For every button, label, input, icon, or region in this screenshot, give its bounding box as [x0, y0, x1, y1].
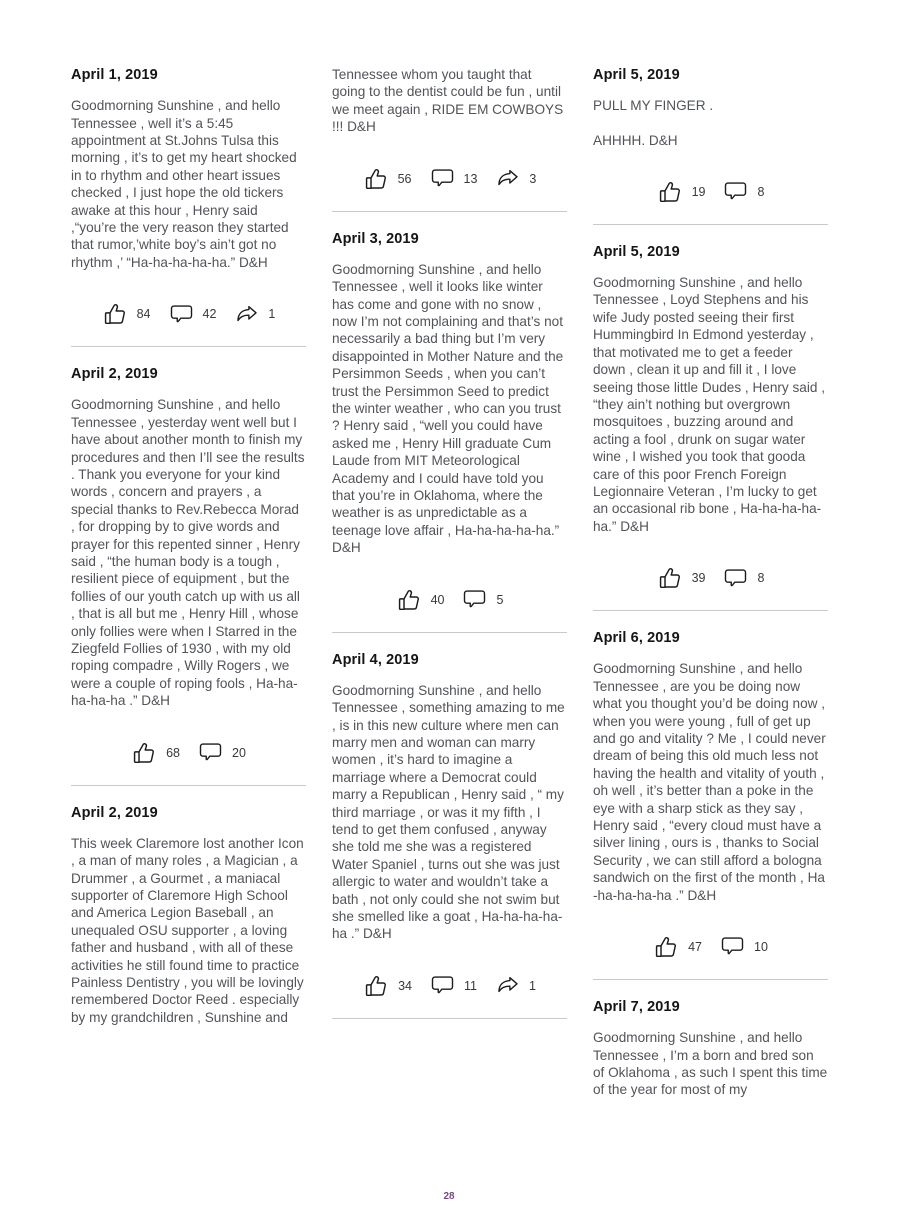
- share-count: 3: [529, 171, 537, 186]
- post-divider: [593, 610, 828, 611]
- comment-group: [720, 935, 768, 958]
- comment-bubble-icon: [430, 167, 455, 190]
- reactions-row: [332, 587, 567, 613]
- like-count: 40: [430, 592, 445, 607]
- comment-group: [169, 303, 217, 326]
- thumbs-up-icon: [363, 166, 389, 192]
- like-count: 68: [166, 745, 180, 760]
- comment-bubble-icon: [198, 741, 223, 764]
- post-body: [593, 274, 828, 535]
- post-date: April 7, 2019: [593, 998, 680, 1015]
- comment-count: 5: [496, 592, 504, 607]
- post-body: [332, 261, 567, 557]
- post-body: [332, 682, 567, 943]
- post-paragraph: This week Claremore lost another Icon , a man of many roles , a Magician , a Drummer , a Gourmet , a maniacal supporter of Claremore High School and America Legion Baseball , an unequaled OSU supporter , a loving father and husband , with all of these activities he still found time to practice Painless Dentistry , you will be lovingly remembered Doctor Reed . especially by my grandchildren , Sunshine and: [71, 835, 304, 1025]
- post-divider: [593, 979, 828, 980]
- post-continuation: [332, 66, 567, 212]
- thumbs-up-icon: [131, 740, 157, 766]
- post-paragraph: Tennessee whom you taught that going to the dentist could be fun , until we meet again , RIDE EM COWBOYS !!! D&H: [332, 67, 564, 135]
- like-group: [657, 179, 706, 205]
- like-group: [363, 166, 412, 192]
- like-group: [102, 301, 151, 327]
- reactions-row: [593, 179, 828, 205]
- reactions-row: [71, 740, 306, 766]
- comment-group: [198, 741, 246, 764]
- share-count: 1: [268, 307, 276, 322]
- column-3: [593, 66, 828, 1099]
- post-date: April 2, 2019: [71, 366, 158, 383]
- like-group: [396, 587, 445, 613]
- post-april-4: [332, 651, 567, 1019]
- post-body: [593, 97, 828, 149]
- reactions-row: [332, 166, 567, 192]
- comment-count: 20: [232, 745, 246, 760]
- post-date: April 4, 2019: [332, 651, 419, 668]
- share-group: [495, 974, 536, 997]
- post-divider: [71, 346, 306, 347]
- share-arrow-icon: [495, 974, 520, 997]
- post-paragraph: Goodmorning Sunshine , and hello Tennessee , I’m a born and bred son of Oklahoma , as such I spent this time of the year for most of my: [593, 1030, 828, 1098]
- comment-bubble-icon: [723, 567, 748, 590]
- post-april-6: [593, 629, 828, 980]
- reactions-row: [593, 934, 828, 960]
- like-group: [657, 565, 706, 591]
- thumbs-up-icon: [102, 301, 128, 327]
- post-april-2b: [71, 804, 306, 1027]
- page-number: 28: [443, 1191, 455, 1202]
- post-body: [71, 835, 306, 1026]
- comment-count: 42: [202, 307, 217, 322]
- post-paragraph: Goodmorning Sunshine , and hello Tennessee , yesterday went well but I have about another month to finish my procedures and then I’ll see the results . Thank you everyone for your kind words , concern and prayers , a special thanks to Rev.Rebecca Morad , for dropping by to give words and prayer for this repented sinner , Henry said , “the human body is a tough , resilient piece of equipment , but the follies of our youth catch up with us all , that is all but me , Henry Hill , whose only follies were when I Starred in the Ziegfeld Follies of 1930 , with my old roping compadre , Willy Rogers , we were a couple of roping fools , Ha-ha-ha-ha-ha .” D&H: [71, 397, 305, 709]
- post-april-5a: [593, 66, 828, 225]
- comment-bubble-icon: [723, 180, 748, 203]
- post-paragraph: Goodmorning Sunshine , and hello Tennessee , Loyd Stephens and his wife Judy posted seeing their first Hummingbird In Edmond yesterday , that motivated me to get a feeder down , clean it up and fill it , I love seeing those little Dudes , Henry said , “they ain’t nothing but overgrown mosquitoes , buzzing around and acting a fool , drunk on sugar water wine , I wished you took that gooda care of this poor French Foreign Legionnaire Veteran , I’m lucky to get an occasional rib bone , Ha-ha-ha-ha-ha.” D&H: [593, 275, 825, 534]
- post-body: [332, 66, 567, 136]
- post-body: [71, 97, 306, 271]
- post-april-2a: [71, 365, 306, 785]
- like-group: [363, 973, 412, 999]
- post-body: [593, 660, 828, 904]
- like-count: 56: [397, 171, 412, 186]
- share-group: [234, 303, 275, 326]
- comment-group: [723, 567, 764, 590]
- like-count: 34: [398, 978, 412, 993]
- thumbs-up-icon: [657, 179, 683, 205]
- post-paragraph: Goodmorning Sunshine , and hello Tennessee , something amazing to me , is in this new culture where men can marry men and woman can marry women , it’s hard to imagine a marriage where a Democrat could marry a Republican , Henry said , “ my third marriage , or was it my fifth , I tend to get them confused , anyway she told me she was a registered Water Spaniel , turns out she was just allergic to water and wouldn’t take a bath , not only could she not swim but she smelled like a goat , Ha-ha-ha-ha-ha .” D&H: [332, 682, 565, 942]
- like-group: [131, 740, 180, 766]
- thumbs-up-icon: [396, 587, 422, 613]
- post-april-5b: [593, 243, 828, 611]
- comment-group: [462, 588, 503, 611]
- reactions-row: [332, 973, 567, 999]
- post-paragraph: Goodmorning Sunshine , and hello Tennessee , are you be doing now what you thought you’d be doing now , when you were young , full of get up and go and vitality ? Me , I could never dream of being this old much less not having the health and vitality of youth , oh well , it’s better than a poke in the eye with a sharp stick as they say , Henry said , “every cloud must have a silver lining , ours is , thanks to Social Security , we can still afford a bologna sandwich on the first of the month , Ha -ha-ha-ha-ha .” D&H: [593, 661, 826, 903]
- share-arrow-icon: [234, 303, 259, 326]
- like-count: 39: [691, 571, 706, 586]
- share-group: [495, 167, 536, 190]
- column-1: [71, 66, 306, 1099]
- post-body: [71, 396, 306, 709]
- comment-count: 8: [757, 184, 765, 199]
- post-paragraph: Goodmorning Sunshine , and hello Tennessee , well it looks like winter has come and gone with no snow , now I’m not complaining and that’s not necessarily a bad thing but I’m very disappointed in Mother Nature and the Persimmon Seeds , when you can’t trust the Persimmon Seed to predict the winter weather , who can you trust ? Henry said , “well you could have asked me , Henry Hill graduate Cum Laude from MIT Meteorological Academy and I could have told you that you’re in Oklahoma, where the weather is as unpredictable as a teenage love affair , Ha-ha-ha-ha-ha.” D&H: [332, 261, 564, 556]
- thumbs-up-icon: [363, 973, 389, 999]
- comment-count: 13: [463, 171, 478, 186]
- comment-bubble-icon: [462, 588, 487, 611]
- post-date: April 3, 2019: [332, 230, 419, 247]
- comment-bubble-icon: [720, 935, 745, 958]
- comment-bubble-icon: [169, 303, 194, 326]
- post-date: April 6, 2019: [593, 630, 680, 647]
- post-date: April 5, 2019: [593, 243, 680, 260]
- column-2: [332, 66, 567, 1099]
- thumbs-up-icon: [653, 934, 679, 960]
- share-count: 1: [528, 978, 536, 993]
- post-divider: [332, 211, 567, 212]
- comment-count: 10: [754, 939, 768, 954]
- post-divider: [593, 224, 828, 225]
- comment-group: [723, 180, 764, 203]
- post-april-3: [332, 230, 567, 633]
- post-date: April 5, 2019: [593, 67, 680, 83]
- share-arrow-icon: [495, 167, 520, 190]
- post-april-1: [71, 66, 306, 347]
- post-body: [593, 1029, 828, 1099]
- comment-bubble-icon: [430, 974, 455, 997]
- post-paragraph: AHHHH. D&H: [593, 132, 678, 148]
- like-group: [653, 934, 702, 960]
- like-count: 84: [136, 307, 151, 322]
- post-paragraph: PULL MY FINGER .: [593, 98, 714, 114]
- comment-group: [430, 974, 477, 997]
- like-count: 19: [691, 184, 706, 199]
- comment-count: 8: [757, 571, 765, 586]
- post-date: April 1, 2019: [71, 67, 158, 83]
- post-divider: [332, 632, 567, 633]
- post-paragraph: Goodmorning Sunshine , and hello Tennessee , well it’s a 5:45 appointment at St.Johns Tulsa this morning , it’s to get my heart shocked in to rhythm and other heart issues checked , I just hope the old tickers awake at this hour , Henry said ,“you’re the very reason they started that rumor,’white boy’s ain’t got no rhythm ,’ “Ha-ha-ha-ha-ha.” D&H: [71, 98, 297, 270]
- reactions-row: [593, 565, 828, 591]
- comment-count: 11: [463, 978, 477, 993]
- reactions-row: [71, 301, 306, 327]
- post-april-7: [593, 998, 828, 1099]
- post-divider: [71, 785, 306, 786]
- post-divider: [332, 1018, 567, 1019]
- comment-group: [430, 167, 478, 190]
- thumbs-up-icon: [657, 565, 683, 591]
- post-date: April 2, 2019: [71, 804, 158, 821]
- like-count: 47: [688, 939, 702, 954]
